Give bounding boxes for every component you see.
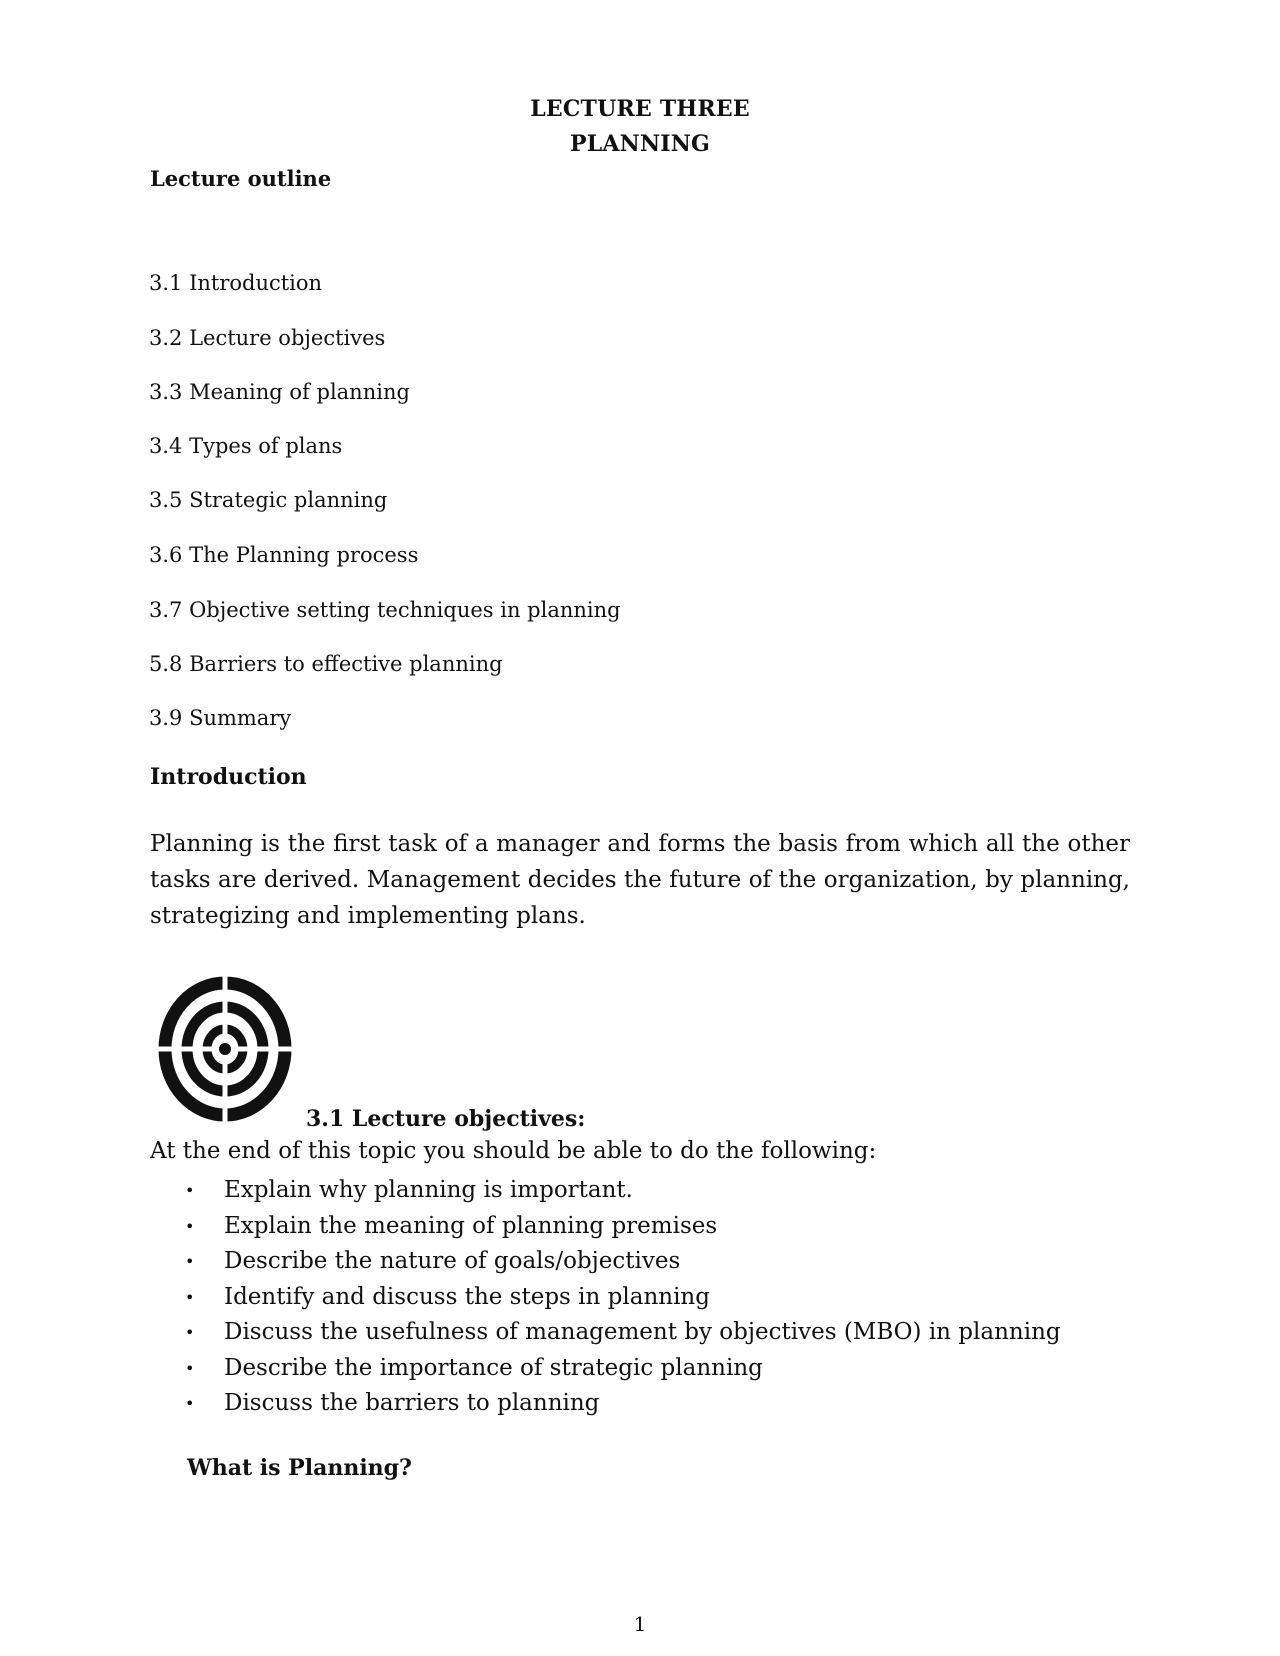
- outline-item: 5.8 Barriers to effective planning: [149, 652, 503, 676]
- list-item-text: Explain the meaning of planning premises: [224, 1212, 718, 1239]
- list-item-text: Discuss the barriers to planning: [224, 1390, 600, 1416]
- bullet: •: [185, 1394, 195, 1413]
- bullet: •: [185, 1358, 195, 1378]
- lecture-title: LECTURE THREE: [530, 96, 750, 122]
- list-item-text: Describe the nature of goals/objectives: [224, 1248, 681, 1274]
- outline-item: 3.2 Lecture objectives: [149, 326, 386, 350]
- outline-item: 3.7 Objective setting techniques in planning: [149, 598, 621, 622]
- bullet: •: [185, 1181, 195, 1200]
- bullet: •: [185, 1323, 195, 1342]
- page-number: 1: [633, 1612, 647, 1636]
- bullet: •: [185, 1216, 195, 1236]
- target-icon: [157, 975, 293, 1123]
- outline-item: 3.1 Introduction: [149, 271, 323, 295]
- bullet: •: [185, 1287, 195, 1307]
- outline-item: 3.4 Types of plans: [149, 434, 343, 458]
- list-item-text: Describe the importance of strategic planning: [224, 1354, 763, 1381]
- list-item-text: Identify and discuss the steps in planning: [224, 1283, 710, 1310]
- topic-title: PLANNING: [569, 131, 711, 157]
- introduction-heading: Introduction: [150, 764, 307, 790]
- outline-item: 3.3 Meaning of planning: [149, 380, 410, 404]
- outline-label: Lecture outline: [150, 166, 332, 191]
- outline-item: 3.5 Strategic planning: [149, 488, 388, 512]
- bullet: •: [185, 1252, 195, 1271]
- objectives-intro: At the end of this topic you should be able to do the following:: [150, 1138, 877, 1164]
- outline-item: 3.9 Summary: [149, 706, 292, 730]
- outline-item: 3.6 The Planning process: [149, 543, 419, 567]
- what-is-planning-heading: What is Planning?: [187, 1455, 412, 1481]
- introduction-paragraph: Planning is the first task of a manager and forms the basis from which all the other tasks are derived. Management decides the future of the organization, by planning, strategizing and implementing plans.: [150, 831, 1130, 929]
- objectives-heading: 3.1 Lecture objectives:: [306, 1106, 586, 1132]
- list-item-text: Explain why planning is important.: [224, 1177, 633, 1203]
- list-item-text: Discuss the usefulness of management by objectives (MBO) in planning: [224, 1319, 1061, 1345]
